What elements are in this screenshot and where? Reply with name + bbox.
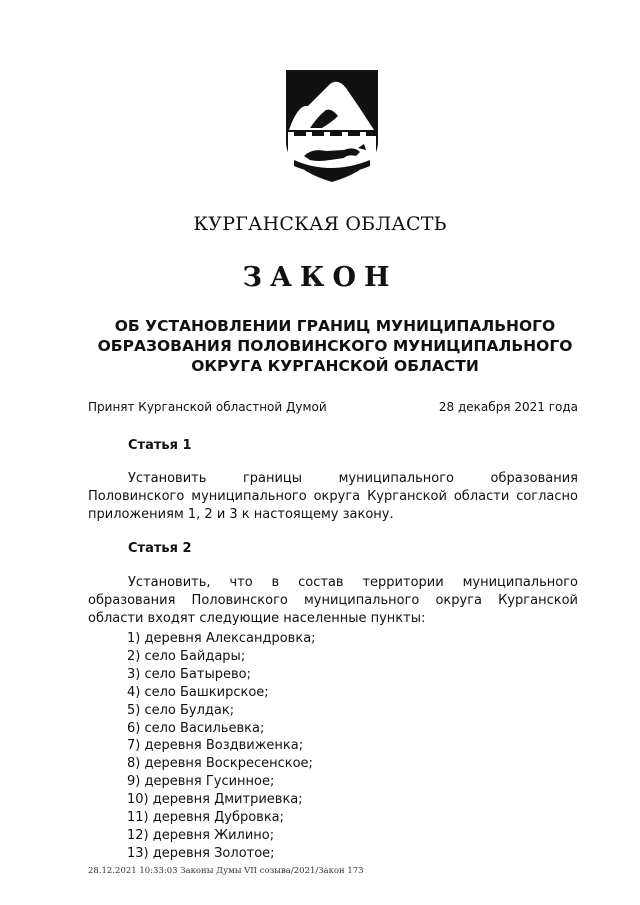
settlement-list [127,630,316,863]
document-type-heading: ЗАКОН [242,262,398,293]
region-heading: КУРГАНСКАЯ ОБЛАСТЬ [193,213,447,235]
list-item: 5) село Булдак; [127,702,235,718]
list-item: 13) деревня Золотое; [127,845,275,861]
list-item: 2) село Байдары; [127,648,246,664]
list-item: 11) деревня Дубровка; [127,810,285,826]
article-2-heading: Статья 2 [128,541,192,556]
list-item: 3) село Батырево; [127,666,251,682]
list-item: 4) село Башкирское; [127,684,269,700]
list-item: 1) деревня Александровка; [127,631,316,646]
article-2-text: Установить, что в состав территории муниципального образования Половинского муниципального округа Курганской области входят следующие населенные пункты: [88,575,578,626]
list-item: 12) деревня Жилино; [127,827,275,843]
list-item: 10) деревня Дмитриевка; [127,792,303,808]
law-title: ОБ УСТАНОВЛЕНИИ ГРАНИЦ МУНИЦИПАЛЬНОГО ОБРАЗОВАНИЯ ПОЛОВИНСКОГО МУНИЦИПАЛЬНОГО ОКРУГА КУРГАНСКОЙ ОБЛАСТИ [97,317,573,375]
article-1-heading: Статья 1 [128,438,192,453]
list-item: 6) село Васильевка; [127,720,265,736]
document-footer-stamp: 28.12.2021 10:33:03 Законы Думы VII созыва/2021/Закон 173 [88,866,364,876]
adopted-by: Принят Курганской областной Думой [88,400,327,414]
article-1-text: Установить границы муниципального образования Половинского муниципального округа Курганской области согласно приложениям 1, 2 и 3 к настоящему закону. [88,471,578,522]
coat-of-arms-icon [282,68,382,184]
list-item: 8) деревня Воскресенское; [127,756,313,772]
list-item: 7) деревня Воздвиженка; [127,738,304,754]
list-item: 9) деревня Гусинное; [127,774,275,790]
adopted-date: 28 декабря 2021 года [438,400,578,414]
